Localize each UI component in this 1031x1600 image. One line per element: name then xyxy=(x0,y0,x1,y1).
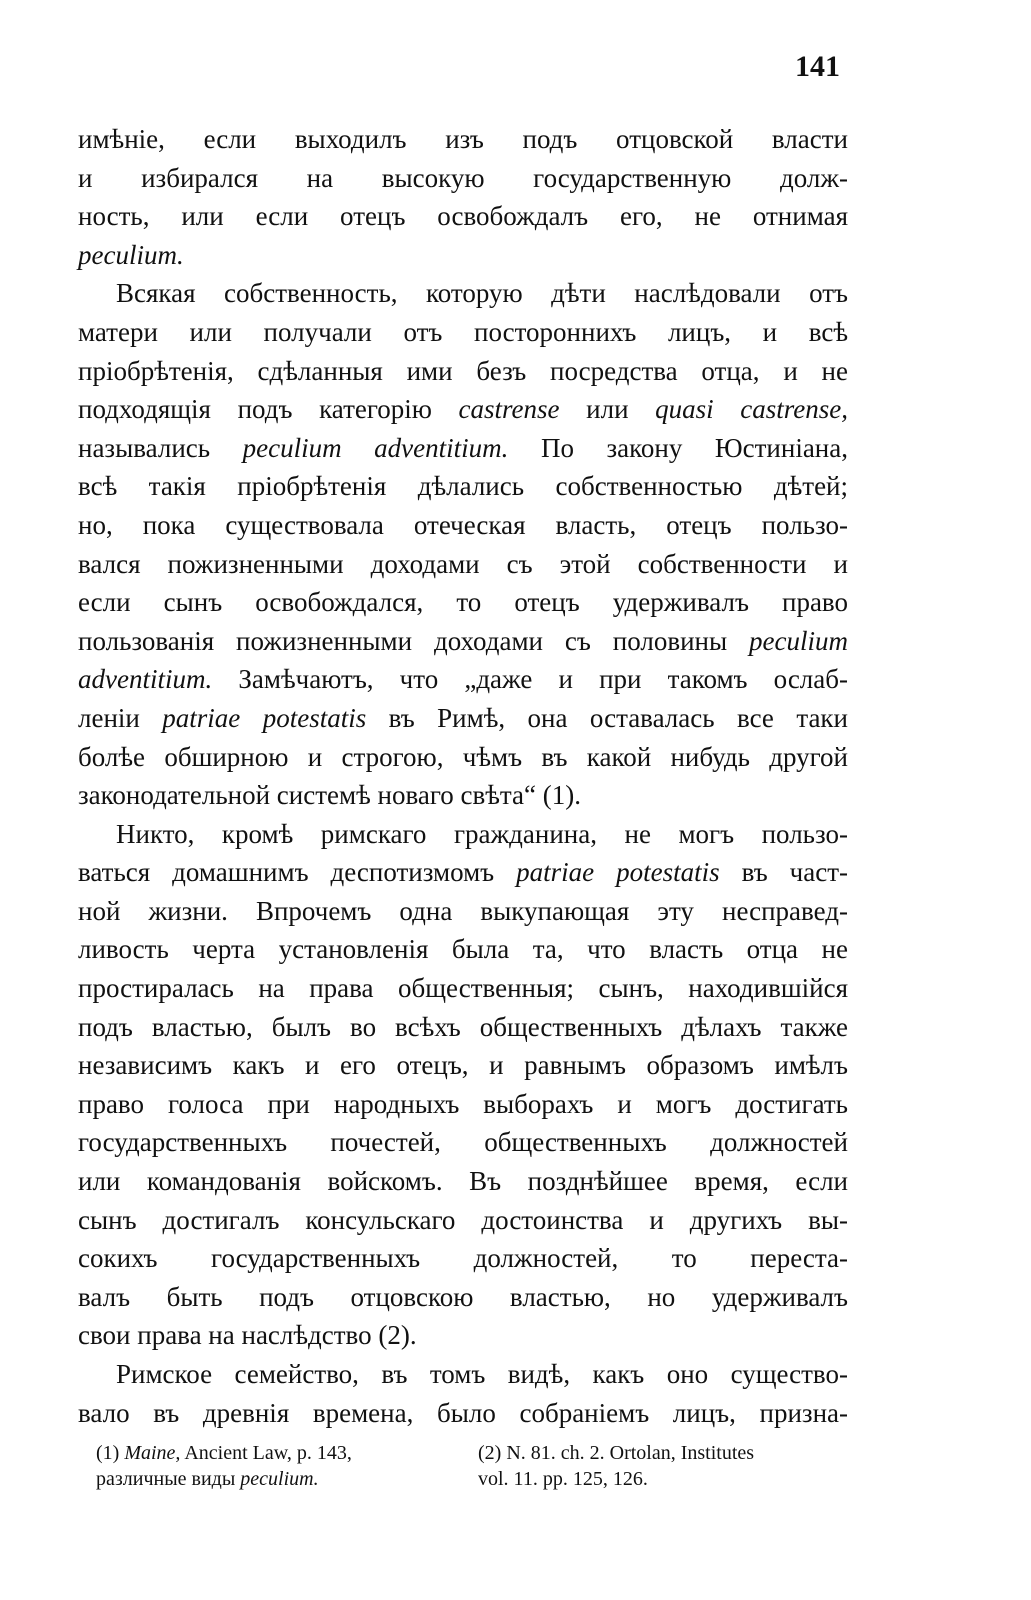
text-run: По закону Юстиніана, xyxy=(508,432,848,463)
text-run: въ Римѣ, она оставалась все таки xyxy=(366,702,848,733)
text-line xyxy=(78,390,848,429)
text-run: Замѣчаютъ, что „даже и при такомъ ослаб- xyxy=(212,664,848,695)
text-line xyxy=(78,506,848,545)
page-number: 141 xyxy=(795,50,840,83)
text-line xyxy=(78,1355,848,1394)
text-run: леніи xyxy=(78,702,163,733)
italic-text: Maine, xyxy=(124,1442,181,1464)
footnote-line xyxy=(478,1466,858,1492)
text-line xyxy=(78,815,848,854)
text-run: свои права на наслѣдство (2). xyxy=(78,1320,417,1351)
footnote-line xyxy=(478,1440,858,1466)
text-line xyxy=(78,429,848,468)
text-line xyxy=(78,274,848,313)
text-line xyxy=(78,930,848,969)
text-line xyxy=(78,1008,848,1047)
text-run: и избирался на высокую государственную долж- xyxy=(78,162,848,193)
text-line xyxy=(78,738,848,777)
text-run: подъ властью, былъ во всѣхъ общественныхъ дѣлахъ также xyxy=(78,1011,848,1042)
text-line xyxy=(78,1123,848,1162)
text-line xyxy=(78,776,848,815)
text-run: право голоса при народныхъ выборахъ и могъ достигать xyxy=(78,1088,848,1119)
text-line xyxy=(78,1046,848,1085)
text-run: различные виды xyxy=(96,1468,241,1490)
text-line xyxy=(78,1278,848,1317)
text-run: пользованія пожизненными доходами съ половины xyxy=(78,625,750,656)
text-run: сынъ достигалъ консульскаго достоинства и другихъ вы- xyxy=(78,1204,848,1235)
text-line xyxy=(78,622,848,661)
italic-text: peculium. xyxy=(240,1468,319,1490)
body-text xyxy=(78,120,848,1432)
text-line xyxy=(78,1394,848,1433)
footnote-line xyxy=(96,1440,466,1466)
italic-text: patriae potestatis xyxy=(516,857,720,888)
text-run: простиралась на права общественныя; сынъ, находившійся xyxy=(78,973,848,1004)
text-run: вался пожизненными доходами съ этой собственности и xyxy=(78,548,848,579)
text-run: или командованія войскомъ. Въ позднѣйшее время, если xyxy=(78,1166,848,1197)
italic-text: peculium xyxy=(749,625,848,656)
text-run: (1) xyxy=(96,1442,125,1464)
text-run: или xyxy=(559,394,656,425)
text-run: пріобрѣтенія, сдѣланныя ими безъ посредства отца, и не xyxy=(78,355,848,386)
text-run: имѣніе, если выходилъ изъ подъ отцовской власти xyxy=(78,124,848,154)
text-run: сокихъ государственныхъ должностей, то переста- xyxy=(78,1243,848,1274)
text-run: государственныхъ почестей, общественныхъ должностей xyxy=(78,1127,848,1158)
text-run: Римское семейство, въ томъ видѣ, какъ оно существо- xyxy=(116,1359,848,1389)
text-run: Ancient Law, p. 143, xyxy=(180,1442,352,1464)
text-line xyxy=(78,545,848,584)
text-run: ваться домашнимъ деспотизмомъ xyxy=(78,857,517,888)
text-run: независимъ какъ и его отецъ, и равнымъ образомъ имѣлъ xyxy=(78,1050,848,1081)
italic-text: peculium. xyxy=(78,239,184,270)
text-line xyxy=(78,892,848,931)
text-line xyxy=(78,236,848,275)
text-line xyxy=(78,1162,848,1201)
text-line xyxy=(78,467,848,506)
text-run: если сынъ освобождался, то отецъ удерживалъ право xyxy=(78,587,848,618)
text-line xyxy=(78,699,848,738)
text-run: vol. 11. pp. 125, 126. xyxy=(478,1468,648,1490)
text-line xyxy=(78,1085,848,1124)
text-run: назывались xyxy=(78,432,243,463)
footnote-1 xyxy=(96,1440,466,1492)
text-run: ной жизни. Впрочемъ одна выкупающая эту несправед- xyxy=(78,895,848,926)
text-run: въ част- xyxy=(719,857,848,888)
text-run: валъ быть подъ отцовскою властью, но удерживалъ xyxy=(78,1281,848,1312)
text-line xyxy=(78,197,848,236)
text-line xyxy=(78,120,848,159)
text-run: (2) N. 81. ch. 2. Ortolan, Institutes xyxy=(478,1442,755,1464)
text-run: ливость черта установленія была та, что власть отца не xyxy=(78,934,848,965)
text-line xyxy=(78,1239,848,1278)
text-line xyxy=(78,969,848,1008)
italic-text: patriae potestatis xyxy=(162,702,367,733)
text-line xyxy=(78,1201,848,1240)
text-run: болѣе обширною и строгою, чѣмъ въ какой нибудь другой xyxy=(78,741,848,772)
footnote-line xyxy=(96,1466,466,1492)
text-run: матери или получали отъ постороннихъ лицъ, и всѣ xyxy=(78,316,848,347)
text-run: подходящія подъ категорію xyxy=(78,394,459,425)
text-run: всѣ такія пріобрѣтенія дѣлались собственностью дѣтей; xyxy=(78,471,848,502)
italic-text: castrense xyxy=(458,394,560,425)
text-line xyxy=(78,583,848,622)
text-run: вало въ древнія времена, было собраніемъ лицъ, призна- xyxy=(78,1397,848,1428)
text-line xyxy=(78,1316,848,1355)
text-line xyxy=(78,352,848,391)
text-run: Никто, кромѣ римскаго гражданина, не могъ пользо- xyxy=(116,818,848,849)
text-run: но, пока существовала отеческая власть, отецъ пользо- xyxy=(78,509,848,540)
text-line xyxy=(78,853,848,892)
text-run: Всякая собственность, которую дѣти наслѣдовали отъ xyxy=(116,278,848,309)
italic-text: adventitium. xyxy=(78,664,213,695)
italic-text: peculium adventitium. xyxy=(242,432,509,463)
text-run: ность, или если отецъ освобождалъ его, не отнимая xyxy=(78,201,848,232)
italic-text: quasi castrense, xyxy=(655,394,848,425)
text-line xyxy=(78,159,848,198)
text-line xyxy=(78,313,848,352)
text-run: законодательной системѣ новаго свѣта“ (1). xyxy=(78,780,581,811)
footnote-2 xyxy=(478,1440,858,1492)
text-line xyxy=(78,660,848,699)
